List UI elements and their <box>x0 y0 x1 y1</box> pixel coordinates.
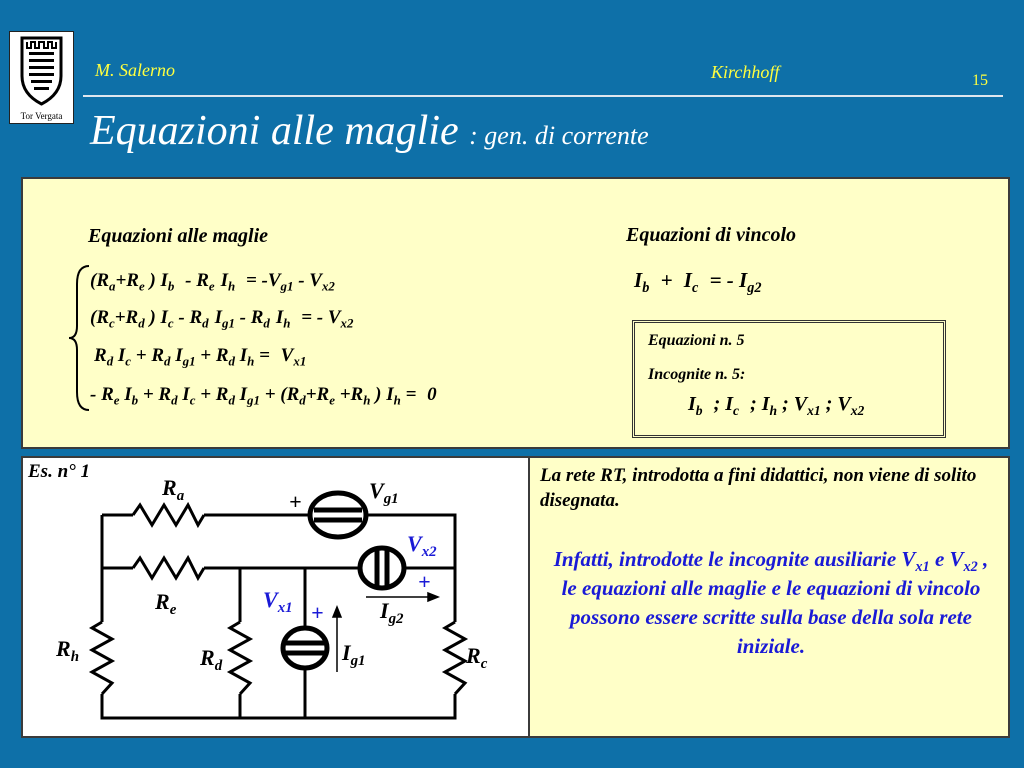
label-re: $R_e$ <box>155 589 177 619</box>
mesh-equation-4: - $R_e$ $I_b + R_d$ $I_c + R_d$ $I_{g1} + (R_d+R_e +R_h$ ) $I_h = 0$ <box>90 384 437 408</box>
label-rh: $R_h$ <box>56 636 80 666</box>
ig1-arrow-icon <box>333 607 341 672</box>
resistor-rd <box>230 622 250 694</box>
voltage-source-vg1-icon <box>310 493 366 537</box>
resistor-re <box>133 558 204 578</box>
mesh-equations-heading: Equazioni alle maglie <box>88 225 269 247</box>
label-ra: $R_a$ <box>162 475 185 505</box>
label-rd: $R_d$ <box>200 645 223 675</box>
label-ig1: $I_{g1}$ <box>342 640 366 670</box>
label-vx2: $V_{x2}$ <box>407 531 437 561</box>
resistor-ra <box>133 505 204 525</box>
unknowns-count: Incognite n. 5: <box>648 366 746 383</box>
label-vg1: $V_{g1}$ <box>369 478 399 508</box>
current-source-ig2-icon <box>360 548 404 588</box>
unknowns-list: $I_b$ ; $I_c$ ; $I_h$ ; $V_{x1}$ ; $V_{x2}$ <box>688 393 865 418</box>
slide-topic: Kirchhoff <box>711 62 780 82</box>
vx2-plus-sign: + <box>418 569 431 594</box>
page-number: 15 <box>972 72 988 89</box>
title-sub: : gen. di corrente <box>469 121 649 150</box>
label-rc: $R_c$ <box>466 643 488 673</box>
title-main: Equazioni alle maglie <box>90 108 459 154</box>
vg1-plus-sign: + <box>289 489 302 514</box>
label-vx1: $V_{x1}$ <box>263 587 293 617</box>
resistor-rc <box>445 622 465 694</box>
tower-shield-icon <box>10 32 73 110</box>
mesh-equation-1: ($R_a+R_e$ ) $I_b - R_e$ $I_h = -V_{g1} - V_{x2}$ <box>90 270 335 294</box>
mesh-equation-2: ($R_c+R_d$ ) $I_c - R_d$ $I_{g1} - R_d$ $I_h$ = - $V_{x2}$ <box>90 307 354 331</box>
mesh-equation-3: $R_d$ $I_c + R_d$ $I_{g1} + R_d$ $I_h = V_{x1}$ <box>94 345 307 369</box>
note-explanation: Infatti, introdotte le incognite ausiliarie $V_{x1}$ e $V_{x2}$ , le equazioni alle maglie e le equazioni di vincolo possono essere scritte sulla base della sola rete iniziale. <box>553 547 989 658</box>
example-label: Es. n° 1 <box>28 461 90 482</box>
constraint-equations-heading: Equazioni di vincolo <box>626 224 797 246</box>
current-source-ig1-icon <box>283 628 327 668</box>
vx1-plus-sign: + <box>311 600 324 625</box>
header-divider <box>83 95 1003 97</box>
university-logo <box>9 31 74 124</box>
equations-count: Equazioni n. 5 <box>648 332 745 349</box>
note-rt-network: La rete RT, introdotta a fini didattici, non viene di solito disegnata. <box>540 465 977 512</box>
author-name: M. Salerno <box>95 60 175 80</box>
slide-title <box>90 110 649 152</box>
label-ig2: $I_{g2}$ <box>380 598 404 628</box>
constraint-equation: $I_b + I_c$ = - $I_{g2}$ <box>634 268 762 296</box>
resistor-rh <box>92 622 112 694</box>
logo-label: Tor Vergata <box>20 111 63 121</box>
